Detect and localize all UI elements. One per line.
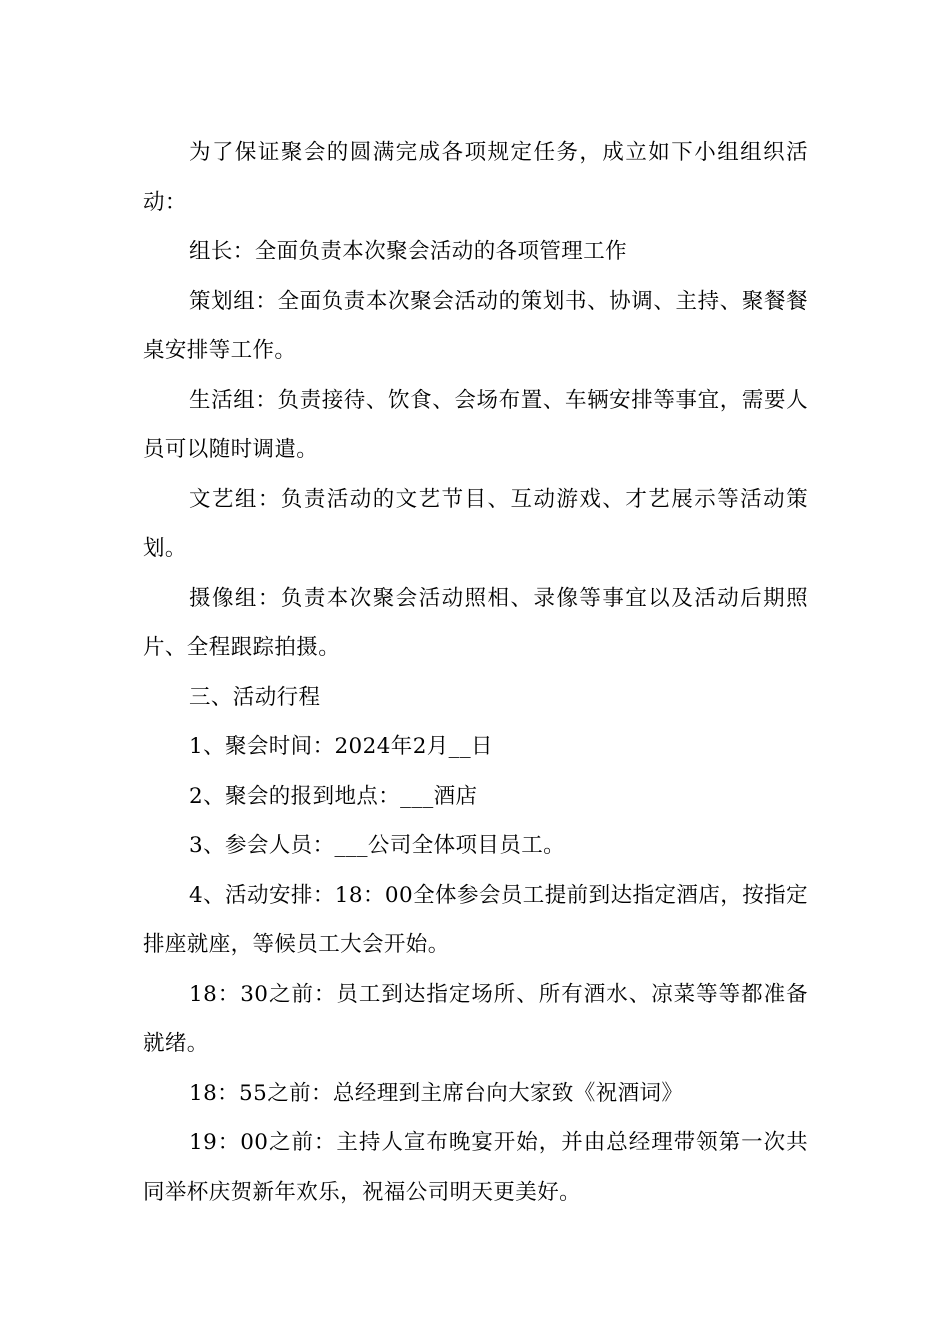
paragraph-schedule-1855: 18：55之前：总经理到主席台向大家致《祝酒词》 bbox=[189, 1080, 684, 1106]
paragraph-planning-group: 策划组：全面负责本次聚会活动的策划书、协调、主持、聚餐餐桌安排等工作。 bbox=[143, 288, 808, 363]
paragraph-organization-intro: 为了保证聚会的圆满完成各项规定任务，成立如下小组组织活动： bbox=[143, 140, 808, 215]
paragraph-team-leader: 组长：全面负责本次聚会活动的各项管理工作 bbox=[189, 239, 628, 264]
paragraph-attendees: 3、参会人员：___公司全体项目员工。 bbox=[189, 833, 566, 858]
paragraph-schedule-1830: 18：30之前：员工到达指定场所、所有酒水、凉菜等等都准备就绪。 bbox=[143, 981, 808, 1056]
paragraph-arts-group: 文艺组：负责活动的文艺节目、互动游戏、才艺展示等活动策划。 bbox=[143, 486, 808, 561]
paragraph-schedule-1800: 4、活动安排：18：00全体参会员工提前到达指定酒店，按指定排座就座，等候员工大会开始。 bbox=[143, 882, 808, 957]
document-body bbox=[143, 128, 808, 1217]
section-heading-itinerary: 三、活动行程 bbox=[189, 684, 321, 710]
paragraph-meeting-time: 1、聚会时间：2024年2月__日 bbox=[189, 734, 493, 759]
paragraph-schedule-1900: 19：00之前：主持人宣布晚宴开始，并由总经理带领第一次共同举杯庆贺新年欢乐，祝福公司明天更美好。 bbox=[143, 1130, 808, 1205]
paragraph-photography-group: 摄像组：负责本次聚会活动照相、录像等事宜以及活动后期照片、全程跟踪拍摄。 bbox=[143, 585, 808, 660]
paragraph-meeting-location: 2、聚会的报到地点：___酒店 bbox=[189, 783, 478, 809]
paragraph-logistics-group: 生活组：负责接待、饮食、会场布置、车辆安排等事宜，需要人员可以随时调遣。 bbox=[143, 387, 808, 462]
